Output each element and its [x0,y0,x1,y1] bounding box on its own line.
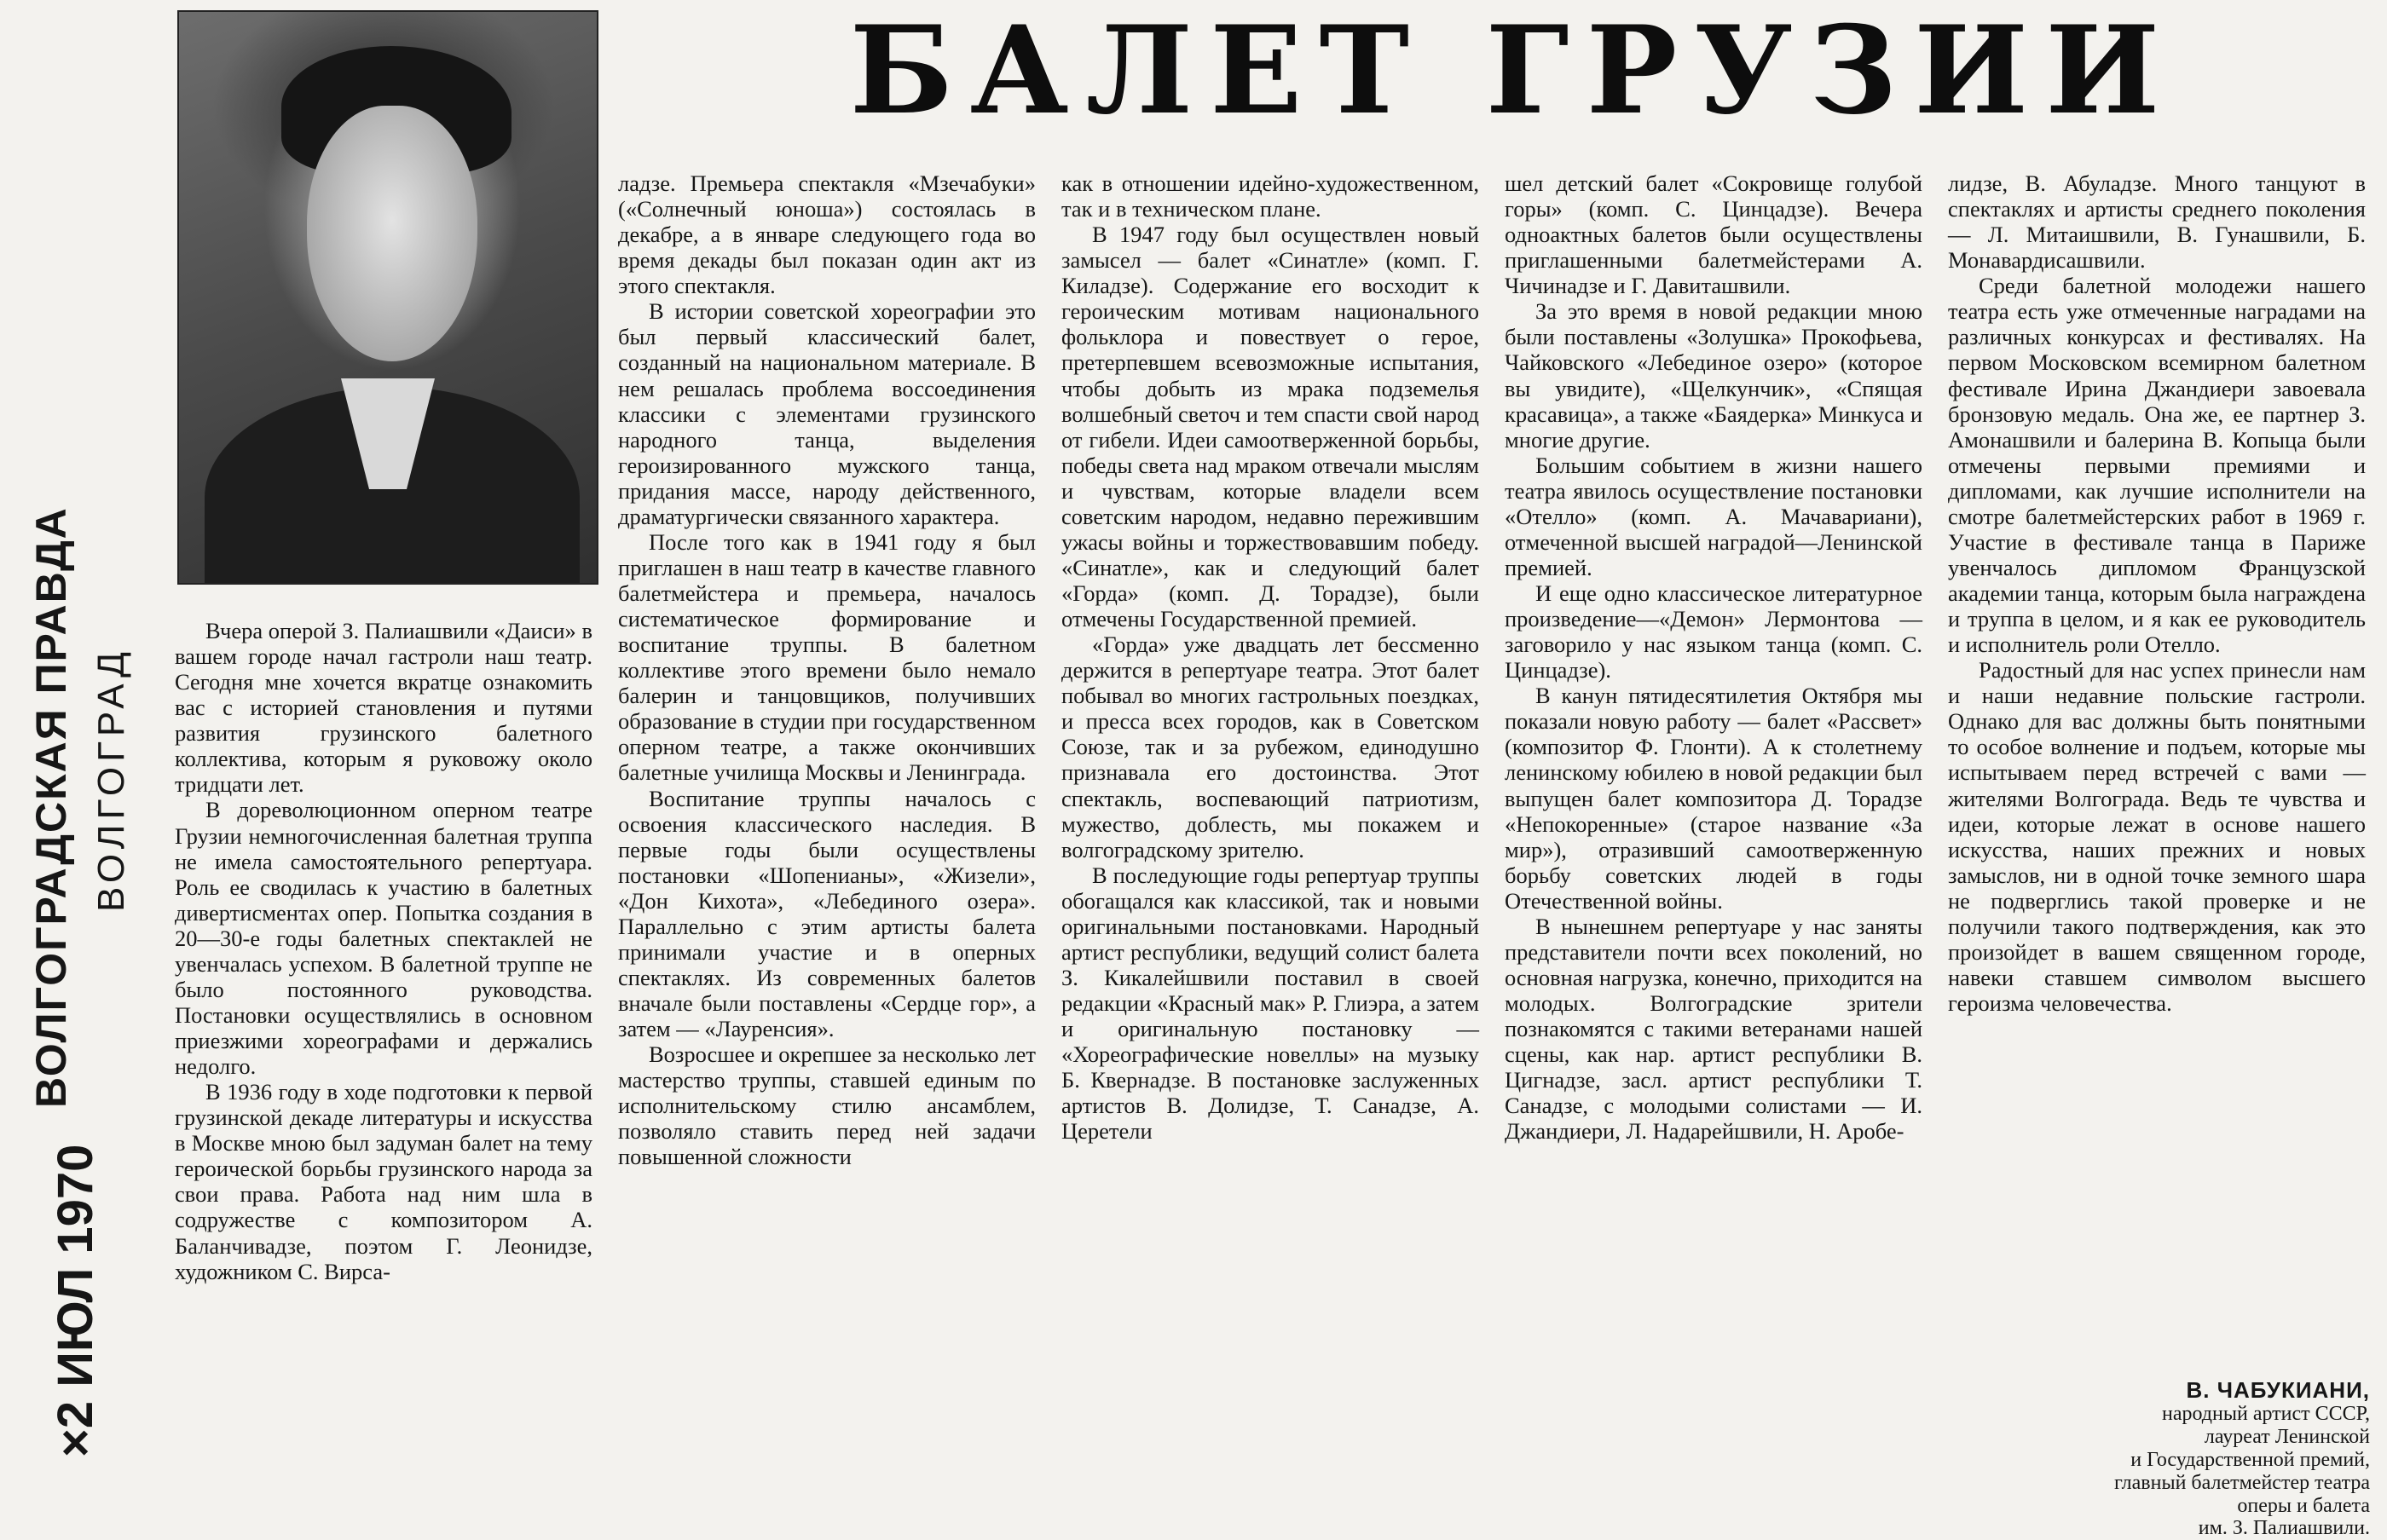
newspaper-name: ВОЛГОГРАДСКАЯ ПРАВДА [27,506,75,1108]
author-portrait-photo [177,10,598,585]
paragraph: В дореволюционном оперном театре Грузии немногочисленная балетная труппа не имела самостоятельного репертуара. Роль ее сводилась к участию в балетных дивертисментах опер. Попытка создания в 20—30-е годы балетных спектаклей не увенчалась успехом. В балетной труппе не было постоянного руководства. Постановки осуществлялись в основном приезжими хореографами и держались недолго. [175,797,592,1080]
paragraph: «Горда» уже двадцать лет бессменно держится в репертуаре театра. Этот балет побывал во многих гастрольных поездках, и пресса всех городов, как в Советском Союзе, так и за рубежом, единодушно признавала его достоинства. Этот спектакль, воспевающий патриотизм, мужество, доблесть, мы покажем и волгоградскому зрителю. [1061,632,1479,862]
paragraph: В истории советской хореографии это был первый классический балет, созданный на национальном материале. В нем решалась проблема воссоединения классики с элементами грузинского народного танца, выделения героизированного мужского танца, придания массе, народу действенного, драматургически связанного характера. [618,298,1036,529]
paragraph: Радостный для нас успех принесли нам и наши недавние польские гастроли. Однако для вас должны быть понятными то особое волнение и подъем, которые мы испытываем перед встречей с вами — жителями Волгограда. Ведь те чувства и идеи, которые лежат в основе нашего искусства, наших прежних и новых замыслов, ни в одной точке земного шара не подверглись такой проверке и не получили такого подтверждения, как это произойдет в вашем священном городе, навеки ставшем символом высшего героизма человечества. [1948,657,2366,1016]
author-name: В. ЧАБУКИАНИ, [2186,1377,2370,1403]
paragraph: ладзе. Премьера спектакля «Мзечабуки» («Солнечный юноша») состоялась в декабре, а в январе следующего года во время декады был показан один акт из этого спектакля. [618,170,1036,299]
paragraph: лидзе, В. Абуладзе. Много танцуют в спектаклях и артисты среднего поколения — Л. Митаишвили, В. Гунашвили, Б. Монавардисашвили. [1948,170,2366,274]
author-title-line: народный артист СССР, [2161,1403,2370,1426]
paragraph: Возросшее и окрепшее за несколько лет мастерство труппы, ставшей единым по исполнительскому стилю ансамблем, позволяло ставить перед ней задачи повышенной сложности [618,1041,1036,1170]
paragraph: В 1947 году был осуществлен новый замысел — балет «Синатле» (комп. Г. Киладзе). Содержание его восходит к героическим мотивам национального фольклора и повествует о герое, претерпевшем всевозможные испытания, чтобы добыть из мрака подземелья волшебный светоч и тем спасти свой народ от гибели. Идеи самоотверженной борьбы, победы света над мраком отвечали мыслям и чувствам, которые владели всем советским народом, недавно пережившим ужасы войны и торжествовавшим победу. «Синатле», как и следующий балет «Горда» (комп. Д. Торадзе), были отмечены Государственной премией. [1061,222,1479,632]
paragraph: В канун пятидесятилетия Октября мы показали новую работу — балет «Рассвет» (композитор Ф. Глонти). А к столетнему ленинскому юбилею в новой редакции был выпущен балет композитора Д. Торадзе «Непокоренные» (старое название «За мир»), отразивший самоотверженную борьбу советских людей в годы Отечественной войны. [1505,683,1922,914]
paragraph: шел детский балет «Сокровище голубой горы» (комп. С. Цинцадзе). Вечера одноактных балетов были осуществлены приглашенными балетмейстерами А. Чичинадзе и Г. Давиташвили. [1505,170,1922,299]
article-column-5 [1948,170,2366,1016]
portrait-face [307,106,477,361]
paragraph: И еще одно классическое литературное произведение—«Демон» Лермонтова — заговорило у нас языком танца (комп. С. Цинцадзе). [1505,580,1922,683]
issue-date-stamp: ×2 ИЮЛ 1970 [48,1144,103,1457]
paragraph: Вчера оперой З. Палиашвили «Даиси» в вашем городе начал гастроли наш театр. Сегодня мне хочется вкратце ознакомить вас с историей становления и путями развития грузинского балетного коллектива, которым я руковожу около тридцати лет. [175,618,592,798]
paragraph: Среди балетной молодежи нашего театра есть уже отмеченные наградами на различных конкурсах и фестивалях. На первом Московском всемирном балетном фестивале Ирина Джандиери завоевала бронзовую медаль. Она же, ее партнер З. Амонашвили и балерина В. Копыца были отмечены первыми премиями и дипломами, как лучшие исполнители на смотре балетмейстерских работ в 1969 г. Участие в фестивале танца в Париже увенчалось дипломом Французской академии танца, которым была награждена и труппа в целом, и я как ее руководитель и исполнитель роли Отелло. [1948,273,2366,658]
author-title-line: лауреат Ленинской [2204,1425,2370,1448]
article-column-1 [175,618,592,1284]
paragraph: как в отношении идейно-художественном, так и в техническом плане. [1061,170,1479,222]
article-column-2 [618,170,1036,1169]
paragraph: В последующие годы репертуар труппы обогащался как классикой, так и новыми оригинальными постановками. Народный артист республики, ведущий солист балета З. Кикалейшвили поставил в своей редакции «Красный мак» Р. Глиэра, а затем и оригинальную постановку — «Хореографические новеллы» на музыку Б. Квернадзе. В постановке заслуженных артистов В. Долидзе, Т. Санадзе, А. Церетели [1061,862,1479,1145]
article-column-3 [1061,170,1479,1144]
author-title-line: главный балетмейстер театра [2114,1471,2370,1494]
paragraph: Большим событием в жизни нашего театра явилось осуществление постановки «Отелло» (комп. А. Мачавариани), отмеченной высшей наградой—Ленинской премией. [1505,452,1922,580]
article-column-4 [1505,170,1922,1144]
paragraph: За это время в новой редакции мною были поставлены «Золушка» Прокофьева, Чайковского «Лебединое озеро» (которое вы увидите), «Щелкунчик», «Спящая красавица», а также «Баядерка» Минкуса и многие другие. [1505,298,1922,453]
author-title-line: оперы и балета [2237,1494,2370,1517]
paragraph: После того как в 1941 году я был приглашен в наш театр в качестве главного балетмейстера и премьера, началось систематическое формирование и воспитание труппы. В балетном коллективе этого времени было немало балерин и танцовщиков, получивших образование в студии при государственном оперном театре, а также окончивших балетные училища Москвы и Ленинграда. [618,528,1036,786]
paragraph: Воспитание труппы началось с освоения классического наследия. В первые годы были осуществлены постановки «Шопенианы», «Жизели», «Дон Кихота», «Лебединого озера». Параллельно с этим артисты балета принимали участие и в оперных спектаклях. Из современных балетов вначале были поставлены «Сердце гор», а затем — «Лауренсия». [618,785,1036,1042]
newspaper-stamp [26,230,136,1491]
author-signature [1884,1378,2370,1540]
author-title-line: им. З. Палиашвили. [2198,1517,2370,1540]
article-headline: БАЛЕТ ГРУЗИИ [849,0,2177,141]
paragraph: В 1936 году в ходе подготовки к первой грузинской декаде литературы и искусства в Москве мною был задуман балет на тему героической борьбы грузинского народа за свои права. Работа над ним шла в содружестве с композитором А. Баланчивадзе, поэтом Г. Леонидзе, художником С. Вирса- [175,1079,592,1284]
newspaper-city: ВОЛГОГРАД [90,647,132,912]
author-title-line: и Государственной премий, [2130,1448,2370,1471]
paragraph: В нынешнем репертуаре у нас заняты представители почти всех поколений, но основная нагрузка, конечно, приходится на молодых. Волгоградские зрители познакомятся с такими ветеранами нашей сцены, как нар. артист республики В. Цигнадзе, засл. артист республики Т. Санадзе, с молодыми солистами — И. Джандиери, Л. Надарейшвили, Н. Аробе- [1505,913,1922,1145]
